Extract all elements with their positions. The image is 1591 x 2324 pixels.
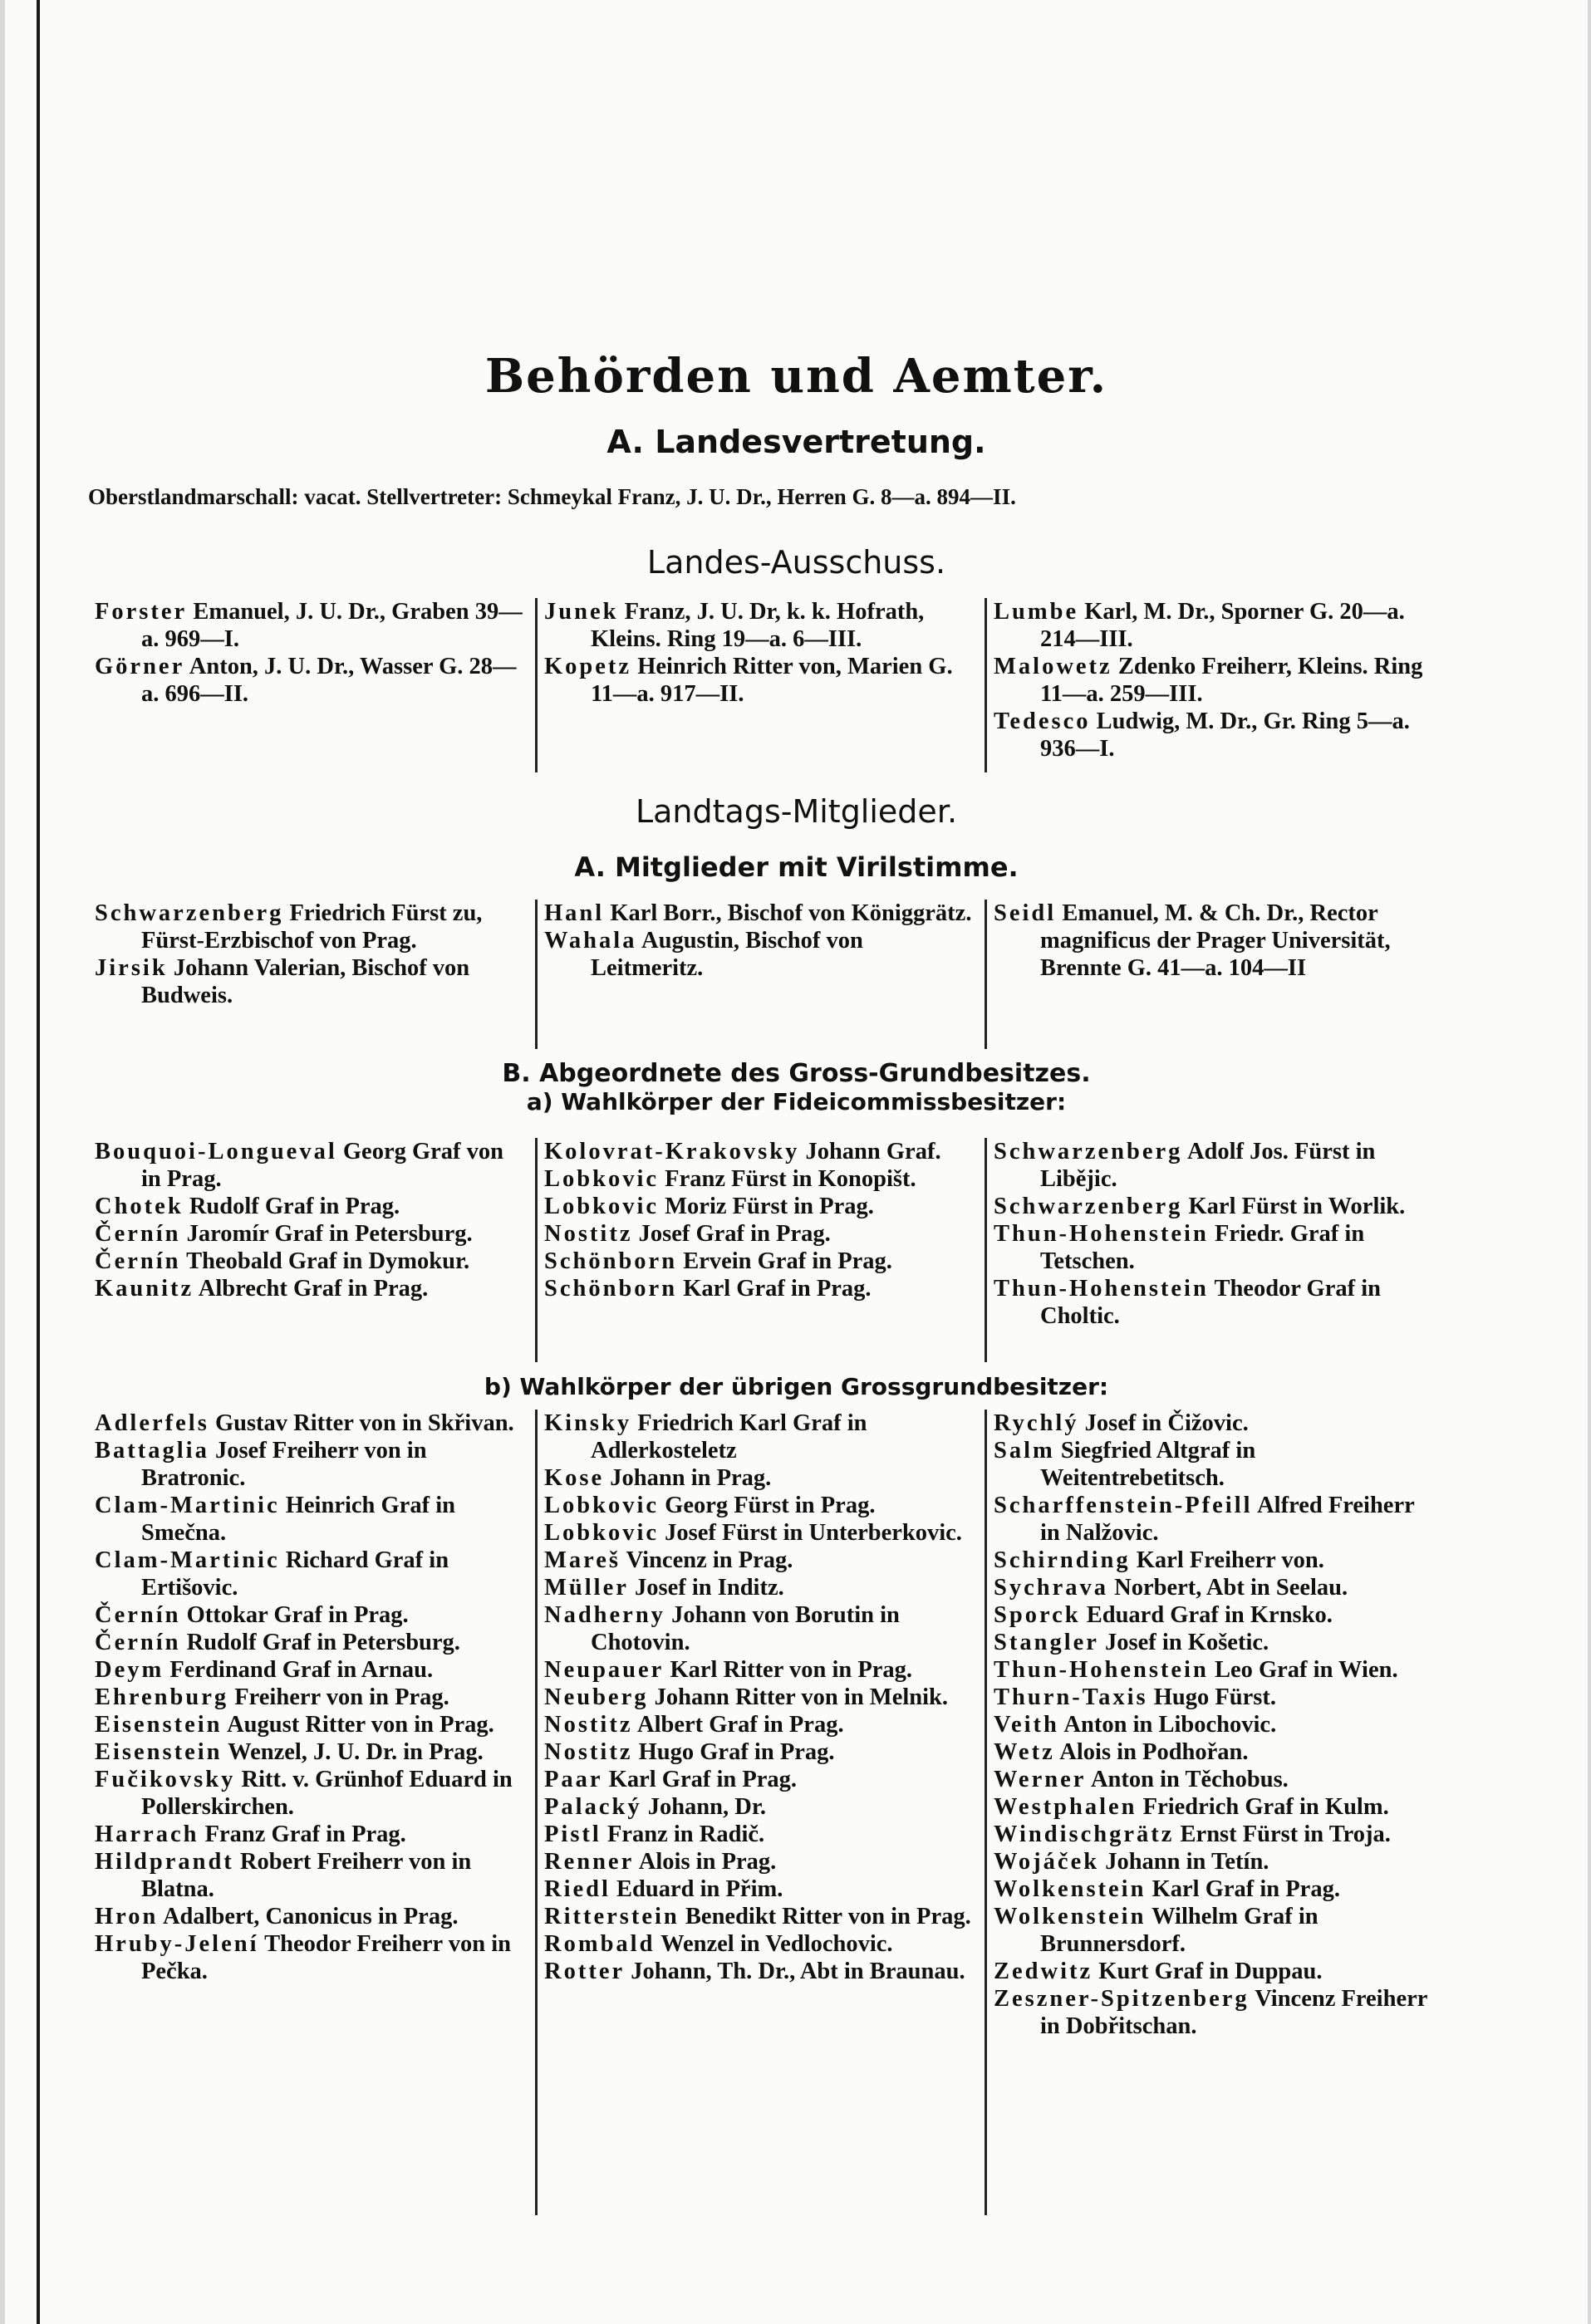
entry-details: Norbert, Abt in Seelau. xyxy=(1108,1575,1348,1601)
directory-entry xyxy=(95,1492,528,1547)
entry-surname: Riedl xyxy=(544,1876,611,1902)
directory-entry xyxy=(994,1766,1427,1793)
entry-surname: Černín xyxy=(95,1630,181,1655)
directory-entry xyxy=(994,1875,1427,1903)
entry-surname: Bouquoi-Longueval xyxy=(95,1139,337,1164)
entry-details: Franz, J. U. Dr, k. k. Hofrath, Kleins. Ring 19—a. 6—III. xyxy=(591,599,925,652)
entry-surname: Görner xyxy=(95,654,185,679)
column xyxy=(88,598,535,772)
entry-surname: Thun-Hohenstein xyxy=(994,1657,1209,1683)
directory-entry xyxy=(544,653,978,708)
entry-surname: Neuberg xyxy=(544,1684,649,1710)
directory-entry xyxy=(95,1930,528,1985)
entry-surname: Černín xyxy=(95,1248,181,1274)
entry-surname: Hruby-Jelení xyxy=(95,1931,259,1957)
entry-surname: Clam-Martinic xyxy=(95,1493,280,1518)
directory-entry xyxy=(544,1165,978,1193)
entry-surname: Nostitz xyxy=(544,1221,633,1247)
entry-surname: Nostitz xyxy=(544,1739,633,1765)
directory-entry xyxy=(95,1220,528,1248)
entry-surname: Malowetz xyxy=(994,654,1112,679)
entry-details: Ferdinand Graf in Arnau. xyxy=(164,1657,434,1683)
entry-surname: Stangler xyxy=(994,1630,1099,1655)
entry-surname: Thun-Hohenstein xyxy=(994,1276,1209,1302)
directory-entry xyxy=(994,1492,1427,1547)
entry-details: Georg Fürst in Prag. xyxy=(659,1493,876,1518)
directory-entry xyxy=(544,1547,978,1574)
entry-surname: Windischgrätz xyxy=(994,1821,1175,1847)
directory-entry xyxy=(994,1629,1427,1656)
directory-entry xyxy=(544,1821,978,1848)
directory-entry xyxy=(994,598,1427,653)
column xyxy=(88,900,535,1049)
entry-surname: Thun-Hohenstein xyxy=(994,1221,1209,1247)
entry-surname: Kinsky xyxy=(544,1410,632,1436)
directory-entry xyxy=(994,1711,1427,1738)
entry-surname: Adlerfels xyxy=(95,1410,209,1436)
directory-entry xyxy=(994,1220,1427,1275)
section-fidei xyxy=(88,1138,1434,1362)
directory-entry xyxy=(544,900,978,927)
entry-details: Jaromír Graf in Petersburg. xyxy=(180,1221,473,1247)
entry-details: Theodor Freiherr von in Pečka. xyxy=(141,1931,511,1984)
entry-details: Wenzel, J. U. Dr. in Prag. xyxy=(222,1739,484,1765)
directory-entry xyxy=(544,1793,978,1821)
entry-details: Friedr. Graf in Tetschen. xyxy=(1040,1221,1365,1274)
entry-details: Friedrich Karl Graf in Adlerkosteletz xyxy=(591,1410,867,1464)
directory-entry xyxy=(95,1629,528,1656)
entry-details: Franz Graf in Prag. xyxy=(199,1821,406,1847)
section-viril xyxy=(88,900,1434,1049)
entry-details: Karl Borr., Bischof von Königgrätz. xyxy=(604,900,972,926)
entry-surname: Veith xyxy=(994,1712,1059,1738)
entry-details: Albert Graf in Prag. xyxy=(632,1712,844,1738)
directory-entry xyxy=(544,1519,978,1547)
entry-details: Hugo Fürst. xyxy=(1147,1684,1276,1710)
entry-details: Josef in Košetic. xyxy=(1098,1630,1269,1655)
directory-entry xyxy=(95,1903,528,1930)
entry-surname: Schwarzenberg xyxy=(994,1139,1183,1164)
directory-entry xyxy=(95,900,528,954)
entry-surname: Rotter xyxy=(544,1959,626,1984)
column xyxy=(535,1138,985,1362)
entry-surname: Paar xyxy=(544,1767,603,1792)
entry-details: Johann Ritter von in Melnik. xyxy=(648,1684,949,1710)
entry-surname: Harrach xyxy=(95,1821,199,1847)
column xyxy=(535,1410,985,2215)
entry-surname: Rychlý xyxy=(994,1410,1079,1436)
directory-entry xyxy=(544,1711,978,1738)
entry-details: Ottokar Graf in Prag. xyxy=(180,1602,409,1628)
entry-details: Ervein Graf in Prag. xyxy=(677,1248,892,1274)
entry-details: Augustin, Bischof von Leitmeritz. xyxy=(591,928,863,981)
entry-details: Karl, M. Dr., Sporner G. 20—a. 214—III. xyxy=(1040,599,1405,652)
entry-details: Siegfried Altgraf in Weitentrebetitsch. xyxy=(1040,1438,1256,1491)
directory-entry xyxy=(544,1684,978,1711)
entry-surname: Werner xyxy=(994,1767,1087,1792)
entry-surname: Wojáček xyxy=(994,1849,1100,1875)
entry-surname: Müller xyxy=(544,1575,629,1601)
entry-surname: Schönborn xyxy=(544,1248,678,1274)
directory-entry xyxy=(95,1766,528,1821)
column xyxy=(88,1410,535,2215)
directory-entry xyxy=(994,1848,1427,1875)
directory-entry xyxy=(544,1138,978,1165)
entry-details: Eduard in Přim. xyxy=(610,1876,783,1902)
directory-entry xyxy=(544,1875,978,1903)
entry-surname: Lobkovic xyxy=(544,1166,660,1192)
entry-surname: Battaglia xyxy=(95,1438,209,1464)
directory-entry xyxy=(95,1738,528,1766)
section-uebrig xyxy=(88,1410,1434,2215)
document-page xyxy=(5,0,1588,2324)
entry-surname: Pistl xyxy=(544,1821,602,1847)
entry-surname: Kose xyxy=(544,1465,605,1491)
entry-surname: Wetz xyxy=(994,1739,1055,1765)
entry-surname: Wolkenstein xyxy=(994,1876,1147,1902)
entry-details: Johann von Borutin in Chotovin. xyxy=(591,1602,900,1655)
entry-surname: Hildprandt xyxy=(95,1849,234,1875)
entry-surname: Wolkenstein xyxy=(994,1904,1147,1929)
entry-details: Benedikt Ritter von in Prag. xyxy=(679,1904,971,1929)
entry-surname: Palacký xyxy=(544,1794,642,1820)
entry-surname: Renner xyxy=(544,1849,635,1875)
entry-surname: Kaunitz xyxy=(95,1276,194,1302)
directory-entry xyxy=(994,1684,1427,1711)
entry-details: Moriz Fürst in Prag. xyxy=(659,1194,874,1219)
directory-entry xyxy=(994,653,1427,708)
directory-entry xyxy=(994,1574,1427,1601)
directory-entry xyxy=(994,1601,1427,1629)
entry-details: Josef in Čižovic. xyxy=(1078,1410,1249,1436)
entry-details: Johann, Dr. xyxy=(641,1794,766,1820)
entry-surname: Forster xyxy=(95,599,188,625)
entry-details: Leo Graf in Wien. xyxy=(1208,1657,1398,1683)
entry-details: Ritt. v. Grünhof Eduard in Pollerskirchen. xyxy=(141,1767,513,1820)
entry-surname: Schwarzenberg xyxy=(994,1194,1183,1219)
entry-details: Karl Ritter von in Prag. xyxy=(664,1657,913,1683)
entry-details: Franz Fürst in Konopišt. xyxy=(659,1166,916,1192)
entry-surname: Lumbe xyxy=(994,599,1079,625)
entry-details: Karl Graf in Prag. xyxy=(602,1767,798,1792)
entry-details: Anton in Těchobus. xyxy=(1086,1767,1289,1792)
entry-details: Karl Graf in Prag. xyxy=(677,1276,872,1302)
entry-details: Friedrich Graf in Kulm. xyxy=(1137,1794,1389,1820)
heading-gross-grundbesitz: B. Abgeordnete des Gross-Grundbesitzes. xyxy=(502,1059,1091,1088)
entry-surname: Lobkovic xyxy=(544,1194,660,1219)
entry-surname: Hron xyxy=(95,1904,159,1929)
entry-details: Richard Graf in Ertišovic. xyxy=(141,1547,449,1601)
section-heading-landesvertretung: A. Landesvertretung. xyxy=(606,424,986,460)
entry-details: Eduard Graf in Krnsko. xyxy=(1080,1602,1333,1628)
entry-details: Friedrich Fürst zu, Fürst-Erzbischof von Prag. xyxy=(141,900,483,954)
entry-surname: Clam-Martinic xyxy=(95,1547,280,1573)
directory-entry xyxy=(994,1437,1427,1492)
entry-surname: Sporck xyxy=(994,1602,1081,1628)
directory-entry xyxy=(95,1547,528,1601)
entry-surname: Westphalen xyxy=(994,1794,1137,1820)
column xyxy=(88,1138,535,1362)
entry-details: Johann in Tetín. xyxy=(1099,1849,1269,1875)
column xyxy=(535,900,985,1049)
entry-surname: Lobkovic xyxy=(544,1520,660,1546)
entry-details: Gustav Ritter von in Skřivan. xyxy=(209,1410,514,1436)
entry-surname: Eisenstein xyxy=(95,1739,223,1765)
entry-details: Vincenz in Prag. xyxy=(621,1547,793,1573)
directory-entry xyxy=(544,1248,978,1275)
directory-entry xyxy=(994,1903,1427,1958)
entry-surname: Chotek xyxy=(95,1194,184,1219)
entry-surname: Sychrava xyxy=(994,1575,1108,1601)
directory-entry xyxy=(544,1574,978,1601)
entry-details: Emanuel, M. & Ch. Dr., Rector magnificus der Prager Universität, Brennte G. 41—a. 104—II xyxy=(1040,900,1391,981)
entry-details: Heinrich Ritter von, Marien G. 11—a. 917—II. xyxy=(591,654,953,707)
column xyxy=(985,598,1434,772)
entry-surname: Nostitz xyxy=(544,1712,633,1738)
heading-uebrige: b) Wahlkörper der übrigen Grossgrundbesitzer: xyxy=(484,1373,1109,1400)
directory-entry xyxy=(994,900,1427,982)
entry-surname: Kolovrat-Krakovsky xyxy=(544,1139,800,1164)
directory-entry xyxy=(994,1958,1427,1985)
entry-surname: Schirnding xyxy=(994,1547,1131,1573)
directory-entry xyxy=(544,598,978,653)
directory-entry xyxy=(95,1275,528,1302)
directory-entry xyxy=(95,598,528,653)
entry-details: Theobald Graf in Dymokur. xyxy=(180,1248,470,1274)
directory-entry xyxy=(95,1711,528,1738)
directory-entry xyxy=(544,1492,978,1519)
directory-entry xyxy=(544,927,978,982)
entry-details: Alois in Prag. xyxy=(634,1849,777,1875)
entry-details: Robert Freiherr von in Blatna. xyxy=(141,1849,472,1902)
directory-entry xyxy=(95,1684,528,1711)
directory-entry xyxy=(544,1738,978,1766)
entry-details: Adolf Jos. Fürst in Libějic. xyxy=(1040,1139,1376,1192)
directory-entry xyxy=(994,1138,1427,1193)
column xyxy=(985,900,1434,1049)
entry-surname: Mareš xyxy=(544,1547,621,1573)
entry-details: Josef in Inditz. xyxy=(628,1575,784,1601)
entry-surname: Hanl xyxy=(544,900,605,926)
entry-details: Josef Fürst in Unterberkovic. xyxy=(659,1520,962,1546)
entry-details: Karl Freiherr von. xyxy=(1130,1547,1324,1573)
directory-entry xyxy=(544,1766,978,1793)
entry-details: Wilhelm Graf in Brunnersdorf. xyxy=(1040,1904,1318,1957)
page-title: Behörden und Aemter. xyxy=(484,349,1108,404)
directory-entry xyxy=(994,1193,1427,1220)
column xyxy=(535,598,985,772)
entry-surname: Deym xyxy=(95,1657,165,1683)
directory-entry xyxy=(95,1138,528,1193)
entry-details: Johann Graf. xyxy=(799,1139,941,1164)
column xyxy=(985,1138,1434,1362)
oberstlandmarschall-line: Oberstlandmarschall: vacat. Stellvertreter: Schmeykal Franz, J. U. Dr., Herren G. 8—a. 894—II. xyxy=(88,484,1016,509)
entry-surname: Scharffenstein-Pfeill xyxy=(994,1493,1253,1518)
section-ausschuss xyxy=(88,598,1434,772)
directory-entry xyxy=(544,1903,978,1930)
entry-surname: Seidl xyxy=(994,900,1057,926)
directory-entry xyxy=(544,1656,978,1684)
entry-details: Emanuel, J. U. Dr., Graben 39—a. 969—I. xyxy=(141,599,523,652)
entry-surname: Ritterstein xyxy=(544,1904,680,1929)
entry-details: Johann Valerian, Bischof von Budweis. xyxy=(141,955,470,1008)
directory-entry xyxy=(95,1193,528,1220)
directory-entry xyxy=(994,1985,1427,2040)
entry-details: Anton in Libochovic. xyxy=(1058,1712,1277,1738)
entry-details: Johann, Th. Dr., Abt in Braunau. xyxy=(625,1959,965,1984)
directory-entry xyxy=(994,1793,1427,1821)
entry-details: Josef Freiherr von in Bratronic. xyxy=(141,1438,427,1491)
directory-entry xyxy=(994,1656,1427,1684)
entry-surname: Salm xyxy=(994,1438,1055,1464)
directory-entry xyxy=(95,1437,528,1492)
heading-virilstimme: A. Mitglieder mit Virilstimme. xyxy=(574,851,1019,883)
entry-details: Theodor Graf in Choltic. xyxy=(1040,1276,1382,1329)
entry-surname: Lobkovic xyxy=(544,1493,660,1518)
directory-entry xyxy=(95,1848,528,1903)
entry-surname: Junek xyxy=(544,599,619,625)
entry-surname: Schönborn xyxy=(544,1276,678,1302)
entry-details: Anton, J. U. Dr., Wasser G. 28—a. 696—II. xyxy=(141,654,517,707)
entry-surname: Fučikovsky xyxy=(95,1767,236,1792)
entry-surname: Rombald xyxy=(544,1931,656,1957)
directory-entry xyxy=(994,1547,1427,1574)
entry-details: Rudolf Graf in Prag. xyxy=(183,1194,400,1219)
entry-details: Josef Graf in Prag. xyxy=(632,1221,831,1247)
entry-surname: Wahala xyxy=(544,928,637,954)
directory-entry xyxy=(95,1410,528,1437)
directory-entry xyxy=(544,1601,978,1656)
directory-entry xyxy=(95,1601,528,1629)
entry-details: Freiherr von in Prag. xyxy=(228,1684,449,1710)
heading-landes-ausschuss: Landes-Ausschuss. xyxy=(646,544,946,581)
entry-surname: Thurn-Taxis xyxy=(994,1684,1148,1710)
directory-entry xyxy=(95,653,528,708)
entry-surname: Neupauer xyxy=(544,1657,665,1683)
directory-entry xyxy=(95,1821,528,1848)
entry-surname: Tedesco xyxy=(994,708,1091,734)
directory-entry xyxy=(544,1410,978,1464)
entry-details: Alfred Freiherr in Nalžovic. xyxy=(1040,1493,1415,1546)
entry-details: Ludwig, M. Dr., Gr. Ring 5—a. 936—I. xyxy=(1040,708,1410,762)
entry-surname: Eisenstein xyxy=(95,1712,223,1738)
directory-entry xyxy=(994,1410,1427,1437)
entry-surname: Zedwitz xyxy=(994,1959,1093,1984)
entry-surname: Zeszner-Spitzenberg xyxy=(994,1986,1250,2012)
entry-surname: Jirsik xyxy=(95,955,168,981)
entry-details: August Ritter von in Prag. xyxy=(222,1712,494,1738)
entry-details: Karl Fürst in Worlik. xyxy=(1182,1194,1406,1219)
entry-surname: Schwarzenberg xyxy=(95,900,284,926)
directory-entry xyxy=(994,1738,1427,1766)
entry-details: Karl Graf in Prag. xyxy=(1146,1876,1340,1902)
directory-entry xyxy=(544,1193,978,1220)
directory-entry xyxy=(95,1248,528,1275)
entry-details: Hugo Graf in Prag. xyxy=(632,1739,835,1765)
entry-surname: Nadherny xyxy=(544,1602,665,1628)
entry-details: Heinrich Graf in Smečna. xyxy=(141,1493,455,1546)
entry-surname: Kopetz xyxy=(544,654,632,679)
entry-details: Rudolf Graf in Petersburg. xyxy=(180,1630,460,1655)
directory-entry xyxy=(544,1930,978,1958)
entry-details: Albrecht Graf in Prag. xyxy=(194,1276,429,1302)
column xyxy=(985,1410,1434,2215)
entry-details: Johann in Prag. xyxy=(604,1465,772,1491)
entry-surname: Černín xyxy=(95,1602,181,1628)
entry-surname: Ehrenburg xyxy=(95,1684,229,1710)
directory-entry xyxy=(994,1821,1427,1848)
entry-details: Adalbert, Canonicus in Prag. xyxy=(158,1904,459,1929)
directory-entry xyxy=(544,1958,978,1985)
directory-entry xyxy=(544,1464,978,1492)
directory-entry xyxy=(544,1275,978,1302)
directory-entry xyxy=(544,1848,978,1875)
entry-details: Ernst Fürst in Troja. xyxy=(1174,1821,1391,1847)
heading-landtags: Landtags-Mitglieder. xyxy=(635,793,958,830)
directory-entry xyxy=(994,708,1427,762)
entry-details: Alois in Podhořan. xyxy=(1054,1739,1249,1765)
entry-surname: Černín xyxy=(95,1221,181,1247)
entry-details: Georg Graf von in Prag. xyxy=(141,1139,504,1192)
entry-details: Zdenko Freiherr, Kleins. Ring 11—a. 259—III. xyxy=(1040,654,1423,707)
heading-fideicommiss: a) Wahlkörper der Fideicommissbesitzer: xyxy=(526,1088,1067,1115)
directory-entry xyxy=(994,1275,1427,1330)
directory-entry xyxy=(95,1656,528,1684)
entry-details: Wenzel in Vedlochovic. xyxy=(655,1931,893,1957)
entry-details: Vincenz Freiherr in Dobřitschan. xyxy=(1040,1986,1427,2039)
entry-details: Kurt Graf in Duppau. xyxy=(1093,1959,1323,1984)
entry-details: Franz in Radič. xyxy=(601,1821,765,1847)
directory-entry xyxy=(95,954,528,1009)
directory-entry xyxy=(544,1220,978,1248)
